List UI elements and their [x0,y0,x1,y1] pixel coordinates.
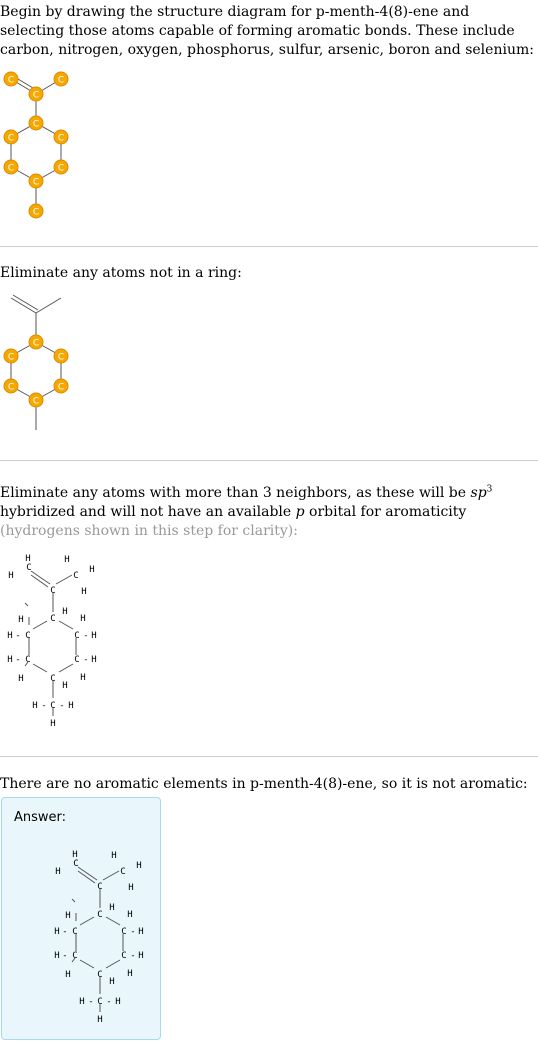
svg-text:C: C [32,90,40,101]
svg-text:C: C [97,970,103,980]
svg-text:C: C [25,631,31,641]
carbon-atom [4,379,18,393]
divider [0,756,538,757]
structure-with-hydrogens [0,550,110,730]
svg-text:H: H [127,969,133,979]
svg-text:H: H [91,631,97,641]
answer-label: Answer: [14,810,67,825]
svg-text:H: H [62,607,68,617]
svg-text:-: - [88,997,94,1007]
svg-text:-: - [59,701,65,711]
carbon-atom [54,379,68,393]
carbon-atom [29,393,43,407]
step3-note: (hydrogens shown in this step for clarity): [0,523,298,539]
svg-text:H: H [128,883,134,893]
svg-text:C: C [7,75,15,86]
svg-text:-: - [62,951,68,961]
svg-text:C: C [50,586,56,596]
svg-text:C: C [57,382,65,393]
svg-text:H: H [89,565,95,575]
svg-text:H: H [127,910,133,920]
svg-text:H: H [109,903,115,913]
carbon-atom [29,204,43,218]
step4-text: There are no aromatic elements in p-menth-4(8)-ene, so it is not aromatic: [0,776,528,792]
svg-text:H: H [62,681,68,691]
svg-text:H: H [55,867,61,877]
svg-text:C: C [121,951,127,961]
svg-text:H: H [25,554,31,564]
answer-structure [47,846,157,1026]
carbon-atom [4,72,18,86]
svg-text:H: H [64,555,70,565]
svg-text:-: - [83,631,89,641]
svg-text:-: - [130,927,136,937]
svg-text:H: H [18,615,24,625]
step2-text: Eliminate any atoms not in a ring: [0,265,242,281]
svg-text:C: C [32,119,40,130]
svg-text:H: H [72,850,78,860]
structure-diagram-2 [0,286,80,436]
carbon-atom [29,335,43,349]
svg-text:C: C [74,655,80,665]
carbon-atom [54,72,68,86]
svg-text:H: H [18,674,24,684]
svg-text:C: C [7,133,15,144]
svg-text:C: C [32,177,40,188]
svg-text:C: C [7,163,15,174]
svg-text:H: H [81,587,87,597]
svg-text:C: C [57,75,65,86]
svg-text:-: - [41,701,47,711]
step3-text: Eliminate any atoms with more than 3 neighbors, as these will be $sp^3$ hybridized and will not have an available p orbital for aromaticity (hydrogens shown in this step for clarity): [0,484,493,539]
svg-text:C: C [32,338,40,349]
svg-text:C: C [97,910,103,920]
svg-text:-: - [130,951,136,961]
svg-text:H: H [54,927,60,937]
carbon-atom [4,160,18,174]
svg-text:C: C [26,563,32,573]
svg-text:C: C [121,927,127,937]
svg-text:-: - [15,631,21,641]
svg-text:H: H [138,927,144,937]
svg-text:C: C [97,997,103,1007]
svg-text:H: H [136,861,142,871]
carbon-atom [29,174,43,188]
svg-text:C: C [97,882,103,892]
svg-text:H: H [7,631,13,641]
divider [0,246,538,247]
svg-text:C: C [57,352,65,363]
carbon-atom [54,130,68,144]
svg-text:C: C [7,382,15,393]
carbon-atom [54,349,68,363]
svg-text:C: C [50,674,56,684]
svg-text:C: C [7,352,15,363]
step1-text: Begin by drawing the structure diagram for p-menth-4(8)-ene and selecting those atoms capable of forming aromatic bonds. These include carbon, nitrogen, oxygen, phosphorus, sulfur, arsenic, boron and selenium: [0,4,534,58]
svg-text:C: C [72,951,78,961]
svg-text:C: C [57,163,65,174]
svg-text:H: H [68,701,74,711]
svg-text:C: C [50,701,56,711]
svg-text:H: H [50,719,56,729]
carbon-atom [4,130,18,144]
structure-diagram-1 [0,66,80,226]
svg-text:C: C [57,133,65,144]
svg-text:H: H [65,970,71,980]
carbon-atom [29,87,43,101]
svg-text:C: C [32,207,40,218]
svg-text:H: H [111,851,117,861]
carbon-atom [4,349,18,363]
svg-text:-: - [83,655,89,665]
svg-text:H: H [109,977,115,987]
svg-text:C: C [73,859,79,869]
answer-box [1,797,161,1040]
svg-text:C: C [73,571,79,581]
svg-text:C: C [32,396,40,407]
svg-text:H: H [115,997,121,1007]
svg-text:H: H [80,614,86,624]
svg-text:H: H [54,951,60,961]
svg-text:-: - [106,997,112,1007]
divider [0,460,538,461]
svg-text:-: - [62,927,68,937]
carbon-atom [54,160,68,174]
svg-text:C: C [50,614,56,624]
svg-text:C: C [74,631,80,641]
svg-text:C: C [120,867,126,877]
svg-text:C: C [25,655,31,665]
svg-text:H: H [8,571,14,581]
svg-text:H: H [79,997,85,1007]
svg-text:H: H [32,701,38,711]
svg-text:H: H [97,1015,103,1025]
svg-text:H: H [65,911,71,921]
svg-text:C: C [72,927,78,937]
svg-text:H: H [91,655,97,665]
ring-carbon-atoms [4,335,68,407]
carbon-atom [29,116,43,130]
svg-text:H: H [7,655,13,665]
svg-text:H: H [138,951,144,961]
svg-text:H: H [80,673,86,683]
svg-text:-: - [15,655,21,665]
